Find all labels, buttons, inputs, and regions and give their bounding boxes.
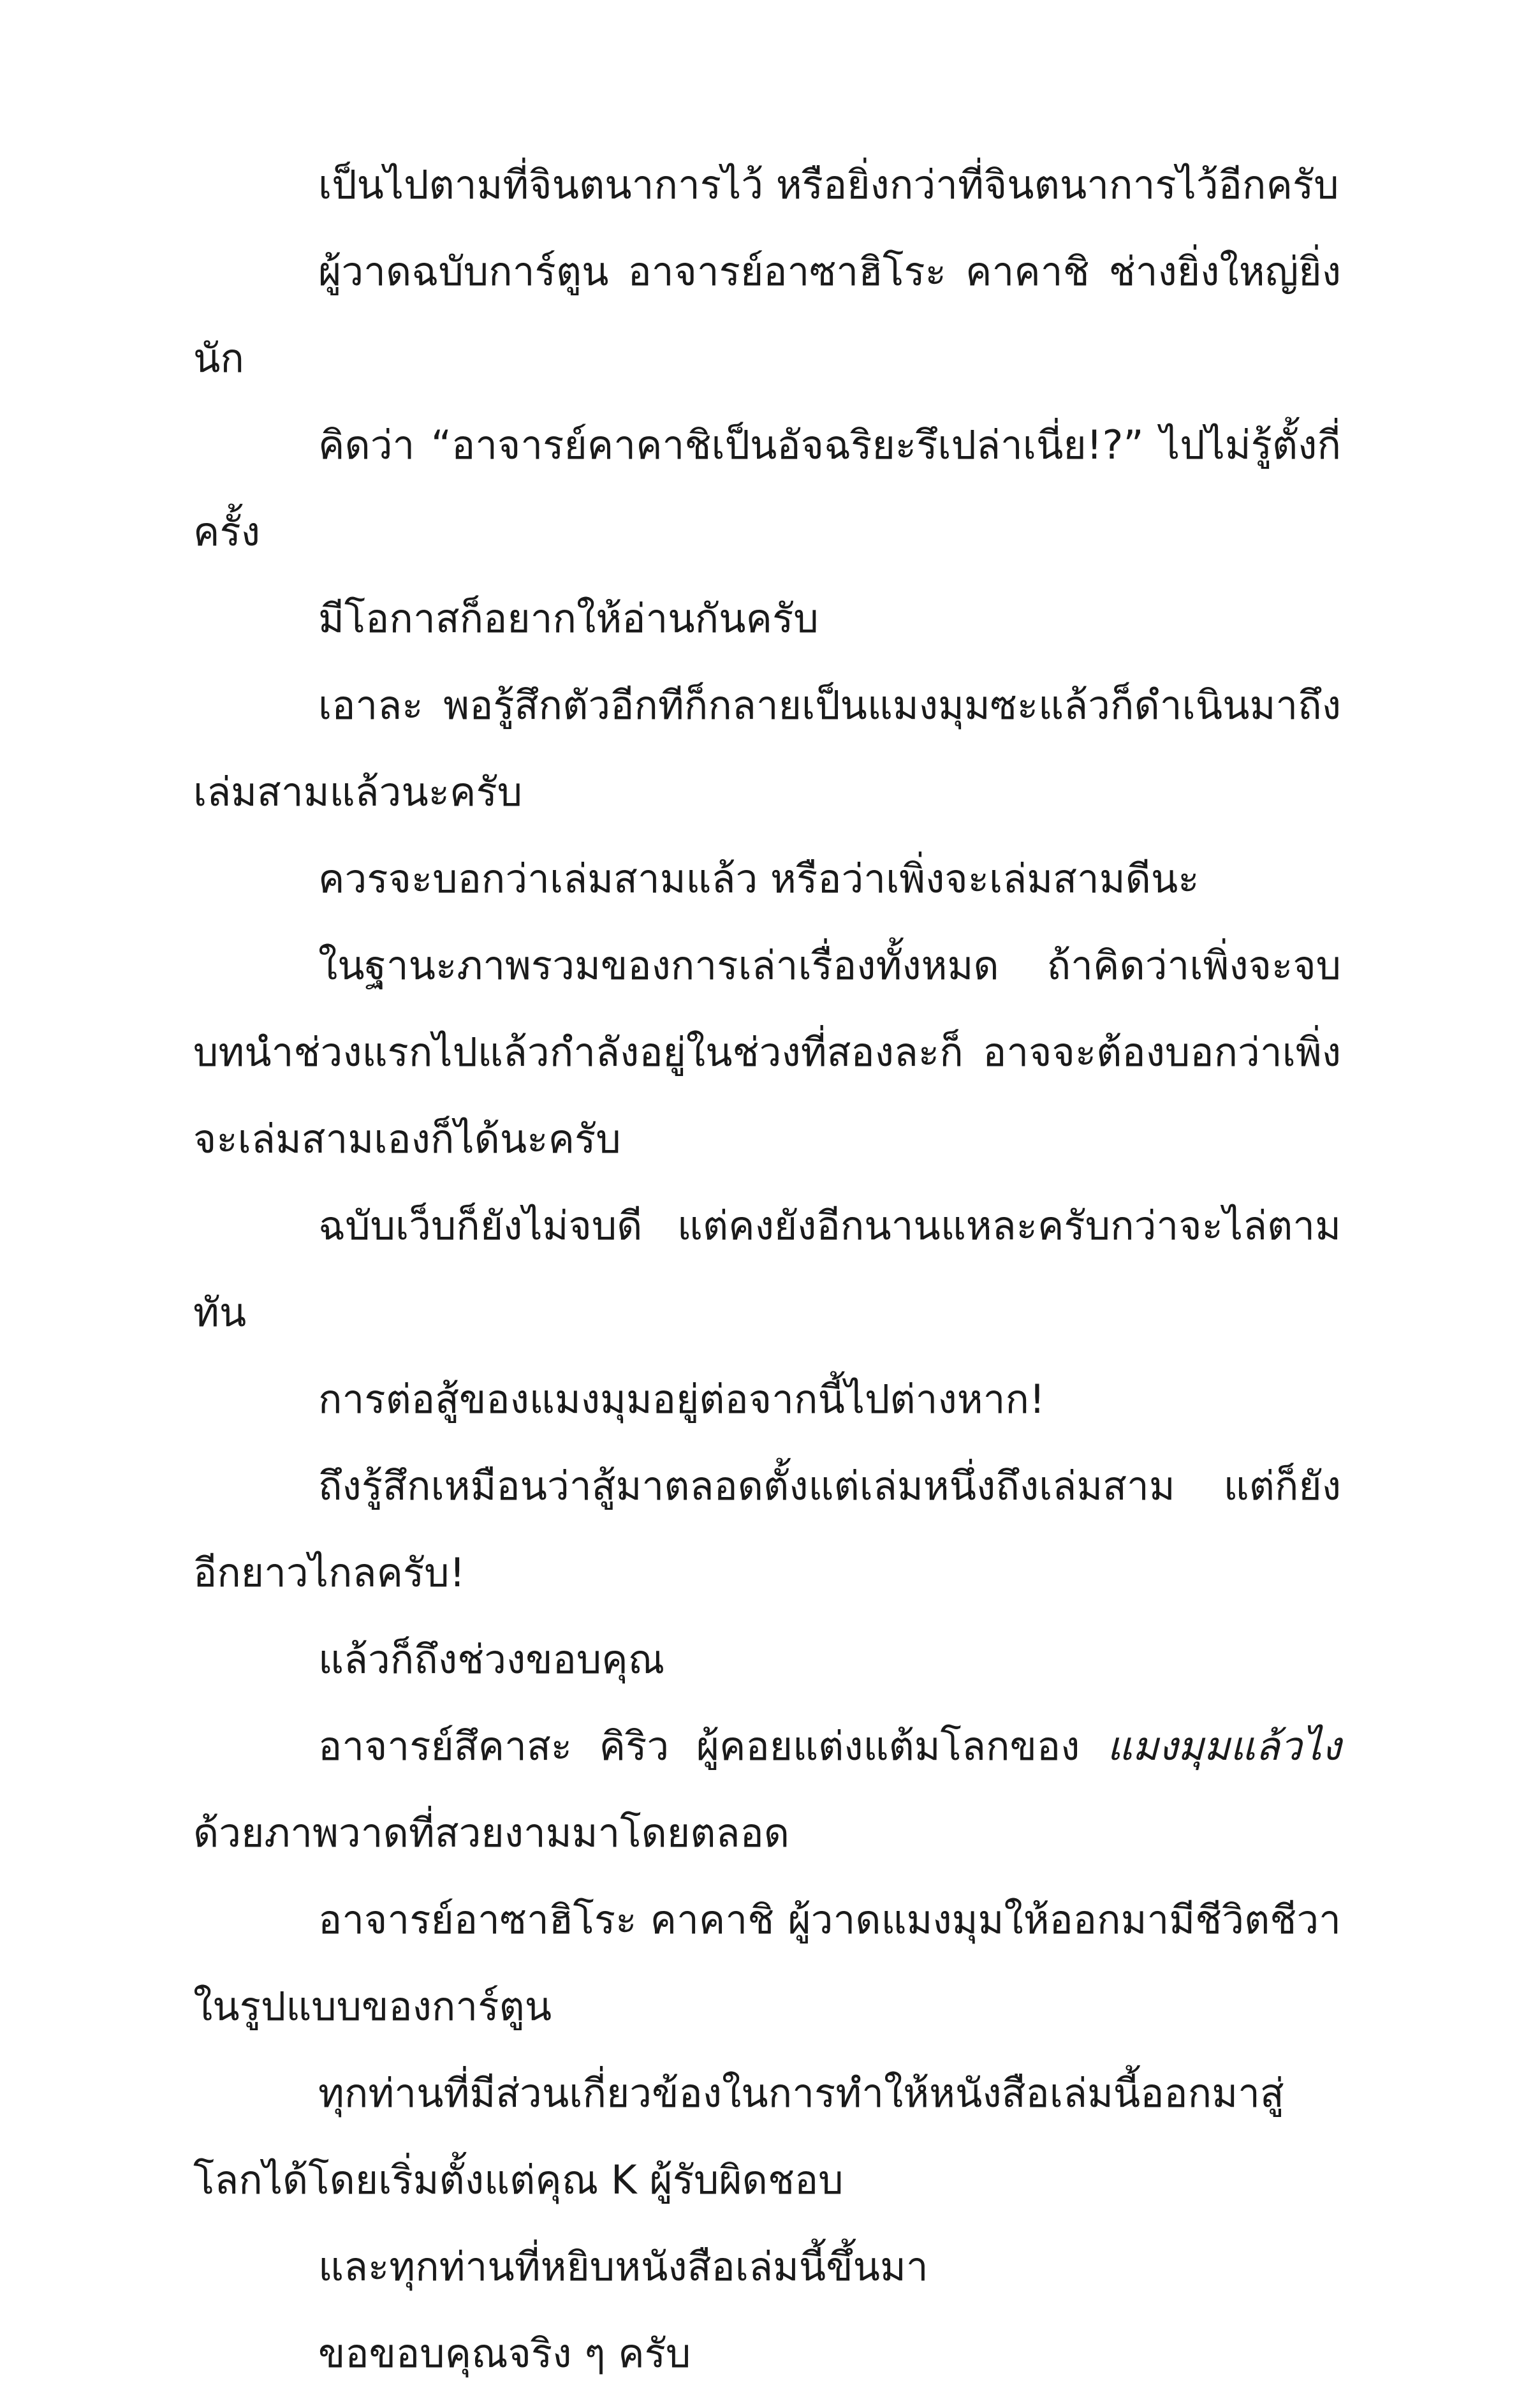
paragraph-8: ฉบับเว็บก็ยังไม่จบดี แต่คงยังอีกนานแหละครับกว่าจะไล่ตามทัน: [193, 1202, 1341, 1336]
book-title-emphasis: แมงมุมแล้วไง: [1106, 1723, 1341, 1769]
paragraph-7: ในฐานะภาพรวมของการเล่าเรื่องทั้งหมด ถ้าคิดว่าเพิ่งจะจบบทนำช่วงแรกไปแล้วกำลังอยู่ในช่วงที่สองละก็ อาจจะต้องบอกว่าเพิ่งจะเล่มสามเองก็ได้นะครับ: [193, 942, 1341, 1162]
paragraph-12-before: อาจารย์สึคาสะ คิริว ผู้คอยแต่งแต้มโลกของ: [318, 1723, 1107, 1769]
paragraph-2: ผู้วาดฉบับการ์ตูน อาจารย์อาซาฮิโระ คาคาชิ ช่างยิ่งใหญ่ยิ่งนัก: [193, 248, 1341, 381]
paragraph-5: เอาละ พอรู้สึกตัวอีกทีก็กลายเป็นแมงมุมซะแล้วก็ดำเนินมาถึงเล่มสามแล้วนะครับ: [193, 682, 1341, 815]
paragraph-12-after: ด้วยภาพวาดที่สวยงามมาโดยตลอด: [193, 1810, 789, 1856]
paragraph-14: ทุกท่านที่มีส่วนเกี่ยวข้องในการทำให้หนังสือเล่มนี้ออกมาสู่โลกได้โดยเริ่มตั้งแต่คุณ K ผู้รับผิดชอบ: [193, 2070, 1284, 2203]
paragraph-11: แล้วก็ถึงช่วงขอบคุณ: [318, 1636, 665, 1683]
paragraph-3: คิดว่า “อาจารย์คาคาชิเป็นอัจฉริยะรึเปล่าเนี่ย!?” ไปไม่รู้ตั้งกี่ครั้ง: [193, 422, 1341, 555]
paragraph-10: ถึงรู้สึกเหมือนว่าสู้มาตลอดตั้งแต่เล่มหนึ่งถึงเล่มสาม แต่ก็ยังอีกยาวไกลครับ!: [193, 1463, 1341, 1596]
paragraph-4: มีโอกาสก็อยากให้อ่านกันครับ: [318, 595, 819, 642]
paragraph-15: และทุกท่านที่หยิบหนังสือเล่มนี้ขึ้นมา: [318, 2243, 928, 2290]
paragraph-16: ขอขอบคุณจริง ๆ ครับ: [318, 2330, 691, 2377]
afterword-text: [193, 142, 1341, 2397]
paragraph-1: เป็นไปตามที่จินตนาการไว้ หรือยิ่งกว่าที่จินตนาการไว้อีกครับ: [318, 161, 1339, 208]
paragraph-9: การต่อสู้ของแมงมุมอยู่ต่อจากนี้ไปต่างหาก!: [318, 1376, 1045, 1422]
paragraph-13: อาจารย์อาซาฮิโระ คาคาชิ ผู้วาดแมงมุมให้ออกมามีชีวิตชีวาในรูปแบบของการ์ตูน: [193, 1896, 1341, 2030]
paragraph-6: ควรจะบอกว่าเล่มสามแล้ว หรือว่าเพิ่งจะเล่มสามดีนะ: [318, 855, 1199, 902]
paragraph-12: [193, 1703, 1341, 1877]
